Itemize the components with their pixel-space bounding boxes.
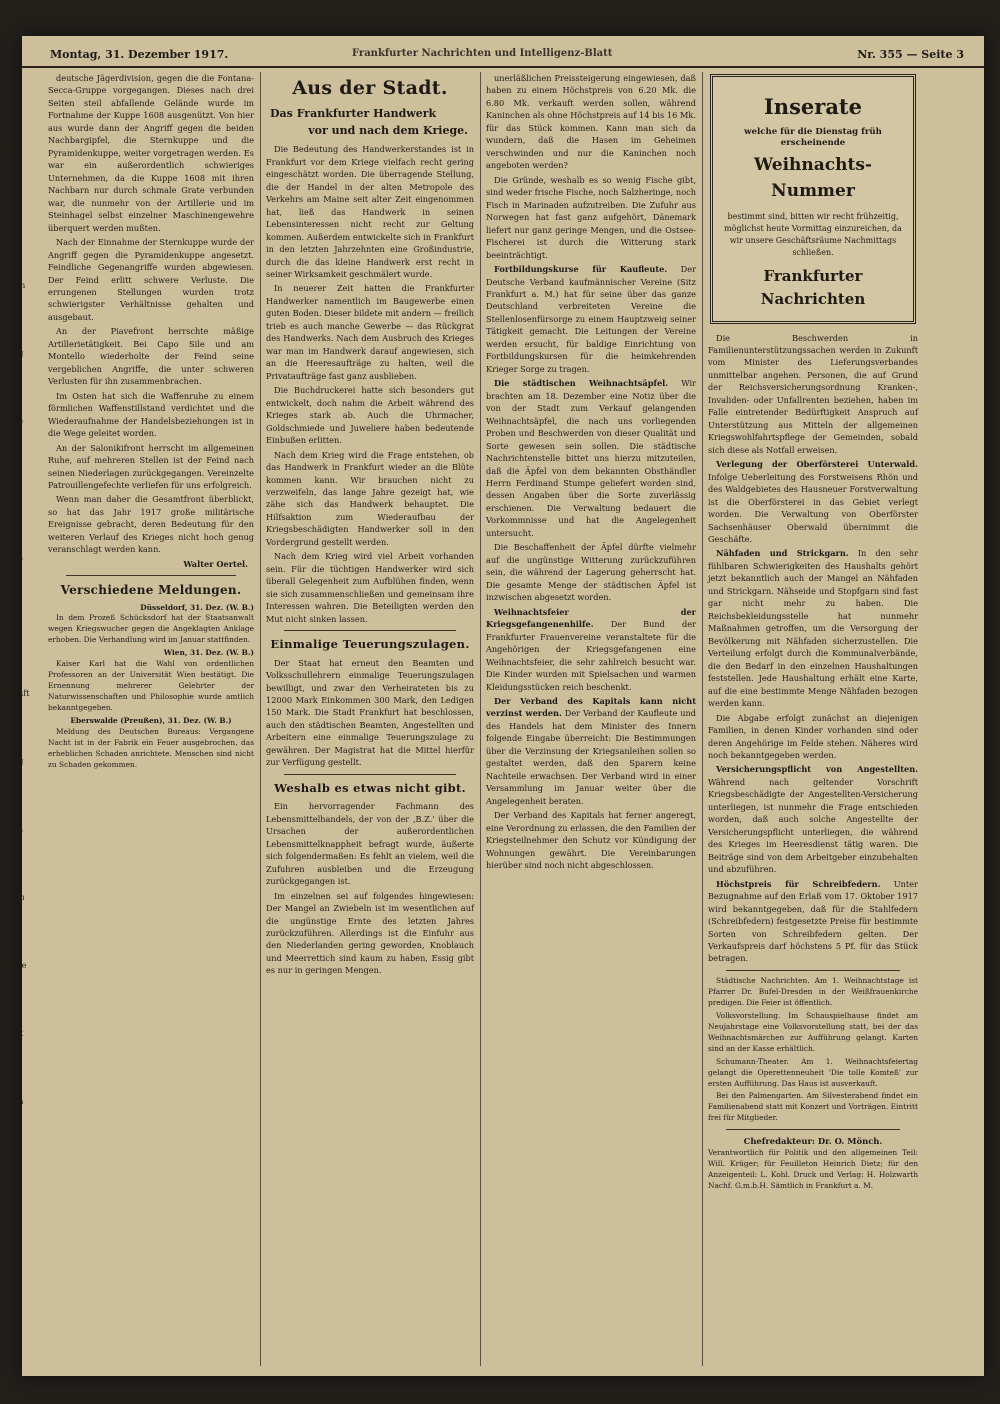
inline-heading: Verlegung der Oberförsterei Unterwald.	[716, 459, 918, 470]
paragraph-text: Infolge Ueberleitung des Forstweisens Rhön und des Waldgebietes des Hausneuer Forstverwaltung ist die Oberförsterei in das Gebiet verlegt worden. Die Verwaltung von Oberförster Sachsenhäuser Oberwald übernimmt die Geschäfte.	[708, 471, 918, 544]
ad-title: Inserate	[763, 94, 862, 119]
paragraph-text: Der Verband der Kaufleute und des Handels hat dem Minister des Innern folgende Eingabe überreicht: Die Bestimmungen über die Verzinsung der Kriegsanleihen sollen so gestaltet werden, daß den Sparern keine Nachteile erwachsen. Der Verband wird in einer Versammlung im Januar weiter über die Angelegenheit beraten.	[486, 708, 696, 806]
article-paragraph	[486, 263, 696, 375]
ad-brand: Frankfurter Nachrichten	[760, 266, 866, 308]
inline-heading: Fortbildungskurse für Kaufleute.	[494, 264, 668, 275]
divider	[284, 774, 456, 775]
strip-fragment: ung	[8, 757, 24, 766]
strip-fragment: kunft	[8, 689, 30, 698]
inline-heading: Nähfaden und Strickgarn.	[716, 548, 849, 559]
article-paragraph	[486, 377, 696, 539]
strip-fragment: ern	[8, 1165, 22, 1174]
article-paragraph: Der Staat hat erneut den Beamten und Volksschullehrern einmalige Teuerungszulagen bewilligt, und zwar den Verheirateten bis zu 12000 Mark Einkommen 300 Mark, den Ledigen 150 Mark. Die Stadt Frankfurt hat beschlossen, auch den städtischen Beamten, Angestellten und Arbeitern eine einmalige Teuerungszulage zu gewähren. Der Magistrat hat die Mittel hierfür zur Verfügung gestellt.	[266, 657, 474, 768]
strip-fragment: ehr	[8, 485, 22, 494]
news-item: In dem Prozeß Schücksdorf hat der Staatsanwalt wegen Kriegswucher gegen die Angeklagten Anklage erhoben. Die Verhandlung wird im Januar stattfinden.	[48, 613, 254, 645]
paragraph-text: Unter Bezugnahme auf den Erlaß vom 17. Oktober 1917 wird bekanntgegeben, daß für die Stahlfedern (Schreibfedern) festgesetzte Preise für bestimmte Sorten von Schreibfedern gelten. Der Verkaufspreis darf höchstens 5 Pf. für das Stück betragen.	[708, 878, 918, 964]
article-paragraph: An der Salonikifront herrscht im allgemeinen Ruhe, auf mehreren Stellen ist der Feind nach seinen Niederlagen zurückgegangen. Vereinzelte Patrouillengefechte verliefen für uns erfolgreich.	[48, 442, 254, 490]
article-subtitle: vor und nach dem Kriege.	[308, 123, 468, 137]
article-paragraph: Im einzelnen sei auf folgendes hingewiesen: Der Mangel an Zwiebeln ist im wesentlichen auf die ungünstige Ernte des letzten Jahres zurückzuführen. Allerdings ist die Einfuhr aus den Niederlanden gering geworden, Knoblauch und Meerrettich sind kaum zu haben, Essig gibt es nur in geringen Mengen.	[266, 890, 474, 976]
article-title: Weshalb es etwas nicht gibt.	[274, 780, 466, 795]
article-paragraph: Die Beschwerden in Familienunterstützungssachen werden in Zukunft vom Minister des Lieferungsverbandes unmittelbar angehen. Personen, die auf Grund der Reichsversicherungsordnung Kranken-, Invaliden- oder Unfallrenten beziehen, haben im Falle eintretender Bedürftigkeit Anspruch auf Unterstützung aus Mitteln der allgemeinen Kriegswohlfahrtspflege der Gemeinden, sobald sich diese als Notfall erweisen.	[708, 332, 918, 455]
article-paragraph: Die Beschaffenheit der Äpfel dürfte vielmehr auf die ungünstige Witterung zurückzuführen sein, die während der Lagerung geherrscht hat. Die gesamte Menge der städtischen Äpfel ist inzwischen abgesetzt worden.	[486, 542, 696, 603]
strip-fragment: ben	[8, 553, 24, 562]
inline-heading: Weihnachtsfeier der Kriegsgefangenenhilfe.	[486, 606, 696, 630]
header-page-number: Nr. 355 — Seite 3	[857, 48, 964, 61]
left-margin-strip	[8, 76, 30, 1368]
header-date: Montag, 31. Dezember 1917.	[50, 48, 229, 61]
article-paragraph	[486, 695, 696, 807]
article-paragraph: deutsche Jägerdivision, gegen die die Fontana-Secca-Gruppe vorgegangen. Dieses nach drei Seiten steil abfallende Gelände wurde im Fortnahme der Kuppe 1608 ausgenützt. Von hier aus wurde dann der Angriff gegen die beiden Nachbargipfel, die Sternkuppe und die Pyramidenkuppe, weiter vorgetragen werden. Es war ein außerordentlich schwieriges Unternehmen, da die Kuppe 1608 mit ihren Nachbarn nur durch schmale Grate verbunden war, die nunmehr von der Artillerie und im Steinhagel selbst einzelner Maschinengewehre überquert werden mußten.	[48, 73, 254, 233]
article-paragraph: unerläßlichen Preissteigerung eingewiesen, daß haben zu einem Höchstpreis von 6.20 Mk. die 6.80 Mk. verkauft werden sollen, während Kaninchen als ohne Höchstpreis auf 14 bis 16 Mk. für das Stück kommen. Kann man sich da wundern, daß die Hasen im Geheimen verschwinden und nur die Kaninchen noch angeboten werden?	[486, 73, 696, 171]
inline-heading: Die städtischen Weihnachtsäpfel.	[494, 378, 669, 389]
notice: Städtische Nachrichten. Am 1. Weihnachtstage ist Pfarrer Dr. Bufel-Dresden in der Weißfrauenkirche predigen. Die Feier ist öffentlich.	[708, 975, 918, 1007]
inline-heading: Versicherungspflicht von Angestellten.	[716, 764, 918, 775]
paragraph-text: Während nach geltender Vorschrift Kriegsbeschädigte der Angestellten-Versicherung unterliegen, ist nunmehr die Frage entschieden worden, daß auch solche Angestellte der Versicherungspflicht unterliegen, die während des Krieges im Heeresdienst tätig waren. Die Beiträge sind von dem Arbeitgeber einzubehalten und abzuführen.	[708, 776, 918, 875]
strip-fragment: lien	[8, 825, 24, 834]
article-paragraph: An der Piavefront herrschte mäßige Artillerietätigkeit. Bei Capo Sile und am Montello wiederholte der Feind seine vergeblichen Angriffe, die unter schweren Verlusten für ihn zusammenbrachen.	[48, 326, 254, 387]
article-paragraph: Die Bedeutung des Handwerkerstandes ist in Frankfurt vor dem Kriege vielfach recht gering eingeschätzt worden. Die überragende Stellung, die der Handel in der alten Metropole des Verkehrs am Maine seit alter Zeit eingenommen hat, ließ das Handwerk in seinen Lebensinteressen nicht recht zur Geltung kommen. Außerdem entwickelte sich in Frankfurt in den letzten Jahrzehnten eine Großindustrie, durch die das kleine Handwerk erst recht in seiner Wirksamkeit geschmälert wurde.	[266, 144, 474, 279]
divider	[284, 630, 456, 631]
column-3	[486, 72, 696, 1368]
article-title: Das Frankfurter Handwerk	[270, 106, 437, 120]
ad-text: bestimmt sind, bitten wir recht frühzeitig, möglichst heute Vormittag einzureichen, da wir unsere Geschäftsräume Nachmittags schließen.	[724, 211, 902, 257]
strip-fragment: rum	[8, 893, 25, 902]
paragraph-text: Wir brachten am 18. Dezember eine Notiz über die von der Stadt zum Verkauf gelangenden Weihnachtsäpfel, die nach uns vorliegenden Proben und Beschwerden von dieser Qualität und Sorte gewesen sein sollen. Die städtische Nachrichtenstelle bittet uns hierzu mitzuteilen, daß die Äpfel von dem bekannten Obsthändler Herrn Ferdinand Stumpe geliefert worden sind, dessen Angaben über die Sorte zuverlässig erschienen. Die Verwaltung bedauert die Vorkommnisse und hat die Angelegenheit untersucht.	[486, 378, 696, 538]
article-paragraph: In neuerer Zeit hatten die Frankfurter Handwerker namentlich im Baugewerbe einen guten Boden. Dieser bildete mit andern — freilich trieb es auch manche Gewerbe — das Rückgrat des Handwerks. Nach dem Ausbruch des Krieges war man im Handwerk darauf angewiesen, sich an die Heeresaufträge zu halten, weil die Privataufträge fast ganz ausblieben.	[266, 283, 474, 381]
article-paragraph	[708, 763, 918, 875]
strip-fragment: nde	[8, 417, 24, 426]
column-rule	[260, 72, 261, 1366]
newspaper-page	[8, 36, 984, 1376]
column-2	[266, 72, 474, 1368]
section-heading: Verschiedene Meldungen.	[60, 583, 242, 598]
notice: Schumann-Theater. Am 1. Weihnachtsfeiertag gelangt die Operettenneuheit 'Die tolle Komteß' zur ersten Aufführung. Das Haus ist ausverkauft.	[708, 1056, 918, 1088]
strip-fragment: in	[8, 213, 16, 222]
article-paragraph: Nach dem Krieg wird viel Arbeit vorhanden sein. Für die tüchtigen Handwerker wird sich überall Gelegenheit zum Aufblühen finden, wenn sie sich zusammenschließen und gemeinsam ihre Interessen wahren. Die Beteiligten werden den Mut nicht sinken lassen.	[266, 551, 474, 624]
strip-fragment: tert	[8, 1029, 23, 1038]
column-rule	[480, 72, 481, 1366]
article-paragraph: Ein hervorragender Fachmann des Lebensmittelhandels, der von der ‚B.Z.' über die Ursachen der außerordentlichen Lebensmittelknappheit befragt wurde, äußerte sich folgendermaßen: Es fehlt an vielem, weil die Zufuhren ausbleiben und die Erzeugung zurückgegangen ist.	[266, 801, 474, 887]
divider	[66, 575, 236, 576]
strip-fragment: orde	[8, 961, 27, 970]
column-rule	[702, 72, 703, 1366]
divider	[726, 1129, 900, 1130]
news-item: Meldung des Deutschen Bureaus: Vergangene Nacht ist in der Fabrik ein Feuer ausgebrochen, das erheblichen Schaden anrichtete. Menschen sind nicht zu Schaden gekommen.	[48, 727, 254, 769]
strip-fragment: ung	[8, 349, 24, 358]
strip-fragment: pes	[8, 621, 22, 630]
strip-fragment: iken	[8, 281, 26, 290]
article-paragraph: Nach dem Krieg wird die Frage entstehen, ob das Handwerk in Frankfurt wieder an die Blüte kommen kann. Wir brauchen nicht zu verzweifeln, das lange Jahre gezeigt hat, wie zähe sich das Handwerk behauptet. Die Hilfsaktion zum Wiederaufbau der Kriegsbeschädigten Handwerker soll in den Vordergrund gestellt werden.	[266, 449, 474, 547]
dateline: Eberswalde (Preußen), 31. Dez. (W. B.)	[70, 716, 232, 726]
paragraph-text: Der Deutsche Verband kaufmännischer Vereine (Sitz Frankfurt a. M.) hat für seine über das ganze Deutschland verbreiteten Vereine die Stellenlosenfürsorge zu einem Hauptzweig seiner Tätigkeit gemacht. Die Leitungen der Vereine werden ersucht, für baldige Einrichtung von Fortbildungskursen für die heimkehrenden Krieger Sorge zu tragen.	[486, 264, 696, 374]
article-paragraph: Die Abgabe erfolgt zunächst an diejenigen Familien, in denen Kinder vorhanden sind oder deren Angehörige im Felde stehen. Näheres wird noch bekanntgegeben werden.	[708, 712, 918, 760]
ad-line: welche für die Dienstag früh erscheinende	[744, 126, 882, 149]
dateline: Wien, 31. Dez. (W. B.)	[163, 648, 254, 658]
article-paragraph	[708, 458, 918, 545]
article-title: Einmalige Teuerungszulagen.	[270, 637, 470, 652]
advertisement-box	[710, 74, 916, 324]
article-paragraph	[708, 547, 918, 709]
author-signature: Walter Oertel.	[183, 558, 248, 569]
paragraph-text: Der Bund der Frankfurter Frauenvereine veranstaltete für die Angehörigen der Kriegsgefangenen eine Weihnachtsfeier, die sehr zahlreich besucht war. Die Kinder wurden mit Spielsachen und warmen Kleidungsstücken reich beschenkt.	[486, 619, 696, 692]
news-item: Kaiser Karl hat die Wahl von ordentlichen Professoren an der Universität Wien bestätigt. Die Ernennung mehrerer Gelehrter der Naturwissenschaften und Philosophie wurde amtlich bekanntgegeben.	[48, 659, 254, 713]
header-rule	[22, 66, 984, 68]
divider	[726, 970, 900, 971]
strip-fragment: die	[8, 145, 21, 154]
strip-fragment: ..ß	[8, 77, 19, 86]
article-paragraph: Der Verband des Kapitals hat ferner angeregt, eine Verordnung zu erlassen, die den Familien der Kriegsteilnehmer den Schutz vor Kündigung der Wohnungen gewährt. Die Vereinbarungen hierüber sind noch nicht abgeschlossen.	[486, 810, 696, 871]
editor-line: Chefredakteur: Dr. O. Mönch.	[743, 1136, 883, 1147]
article-paragraph: Wenn man daher die Gesamtfront überblickt, so hat das Jahr 1917 große militärische Ereignisse gebracht, deren Bedeutung für den weiteren Verlauf des Krieges nicht hoch genug veranschlagt werden kann.	[48, 494, 254, 555]
article-paragraph: Nach der Einnahme der Sternkuppe wurde der Angriff gegen die Pyramidenkuppe angesetzt. Feindliche Gegenangriffe wurden abgewiesen. Der Feind erlitt schwere Verluste. Die errungenen Stellungen wurden trotz schwierigster Verhältnisse gehalten und ausgebaut.	[48, 237, 254, 322]
paragraph-text: In den sehr fühlbaren Schwierigkeiten des Haushalts gehört jetzt bekanntlich auch der Mangel an Nähfaden und Strickgarn. Nähseide und Stopfgarn sind fast gar nicht mehr zu haben. Die Reichsbekleidungsstelle hat nunmehr Maßnahmen getroffen, um die Versorgung der Bevölkerung mit Nähfaden sicherzustellen. Die Verteilung erfolgt durch die Kommunalverbände, die den Bedarf in den einzelnen Haushaltungen feststellen. Jede Haushaltung erhält eine Karte, auf die eine bestimmte Menge Nähfaden bezogen werden kann.	[708, 548, 918, 709]
article-paragraph	[486, 606, 696, 693]
section-heading: Aus der Stadt.	[292, 77, 448, 99]
inline-heading: Der Verband des Kapitals kann nicht verzinst werden.	[486, 695, 696, 719]
article-paragraph: Im Osten hat sich die Waffenruhe zu einem förmlichen Waffenstillstand verdichtet und die Wiederaufnahme der Handelsbeziehungen ist in die Wege geleitet worden.	[48, 390, 254, 439]
article-paragraph: Die Gründe, weshalb es so wenig Fische gibt, sind weder frische Fische, noch Salzheringe, noch Fisch in Marinaden aufzutreiben. Die Zufuhr aus Norwegen hat fast ganz aufgehört, Dänemark liefert nur ganz geringe Mengen, und die Ostsee-Fischerei ist durch die Witterung stark beeinträchtigt.	[486, 174, 696, 260]
inline-heading: Höchstpreis für Schreibfedern.	[716, 878, 881, 889]
ad-subtitle: Weihnachts-Nummer	[754, 155, 872, 202]
strip-fragment: ifen	[8, 1097, 24, 1106]
dateline: Düsseldorf, 31. Dez. (W. B.)	[140, 602, 254, 612]
article-paragraph	[708, 878, 918, 965]
notice: Volksvorstellung. Im Schauspielhause findet am Neujahrstage eine Volksvorstellung statt, bei der das Weihnachtsmärchen zur Aufführung gelangt. Karten sind an der Kasse erhältlich.	[708, 1010, 918, 1053]
column-1	[48, 72, 254, 1368]
header-paper-title: Frankfurter Nachrichten und Intelligenz-Blatt	[352, 48, 613, 59]
article-paragraph: Die Buchdruckerei hatte sich besonders gut entwickelt, doch nahm die Arbeit während des Krieges stark ab. Auch die Uhrmacher, Goldschmiede und Juweliere haben bedeutende Einbußen erlitten.	[266, 385, 474, 446]
notice: Bei den Palmengarten. Am Silvesterabend findet ein Familienabend statt mit Konzert und Vorträgen. Eintritt frei für Mitglieder.	[708, 1091, 918, 1123]
imprint: Verantwortlich für Politik und den allgemeinen Teil: Will. Krüger; für Feuilleton Heinrich Dietz; für den Anzeigenteil: L. Kohl. Druck und Verlag: H. Holzwarth Nachf. G.m.b.H. Sämtlich in Frankfurt a. M.	[708, 1148, 918, 1190]
column-4	[708, 72, 918, 1368]
